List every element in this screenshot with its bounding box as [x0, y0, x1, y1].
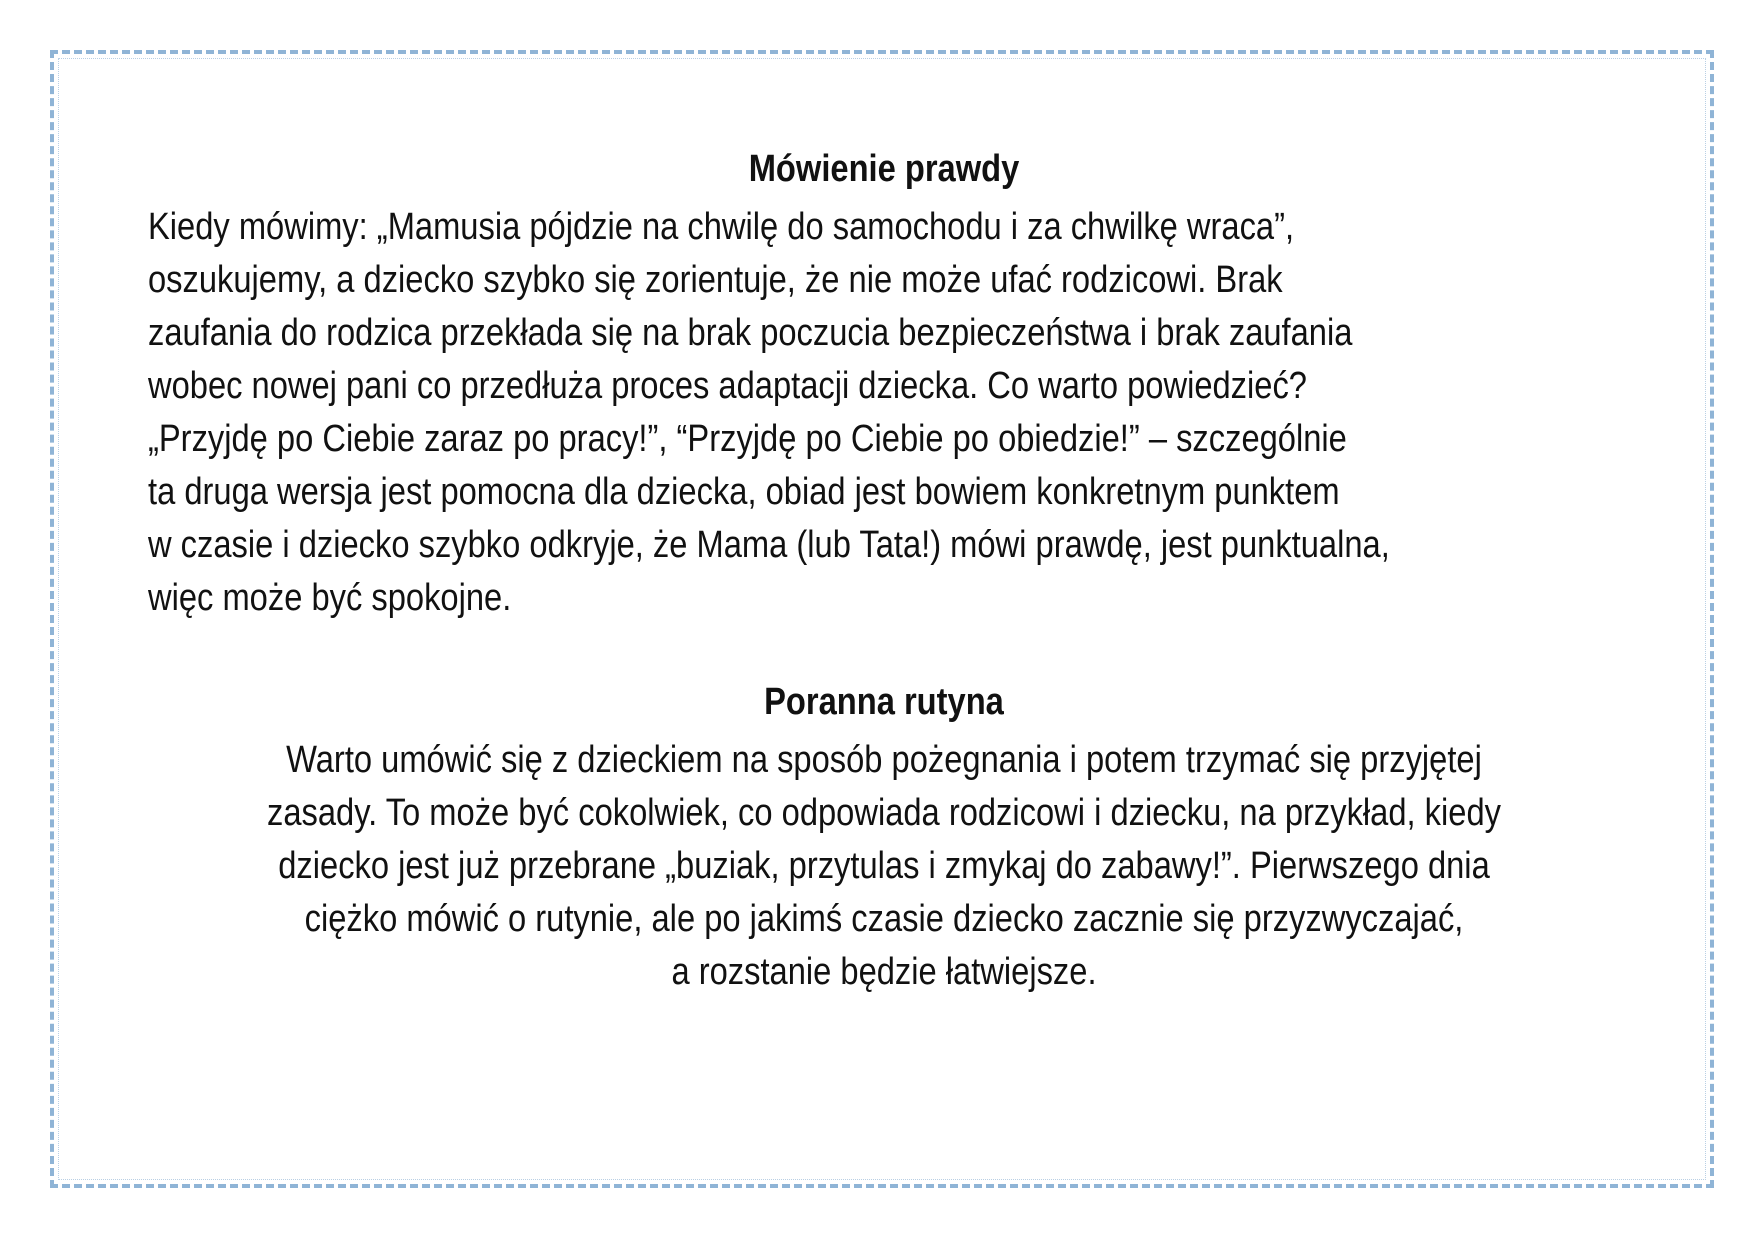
- section-mowienie-prawdy: [148, 148, 1620, 625]
- section-title: Poranna rutyna: [764, 681, 1004, 723]
- paragraph-line: Warto umówić się z dzieckiem na sposób pożegnania i potem trzymać się przyjętej: [286, 739, 1482, 781]
- paragraph-line: „Przyjdę po Ciebie zaraz po pracy!”, “Przyjdę po Ciebie po obiedzie!” – szczególnie: [148, 418, 1347, 460]
- section-paragraph: [148, 734, 1620, 999]
- paragraph-line: oszukujemy, a dziecko szybko się zorientuje, że nie może ufać rodzicowi. Brak: [148, 259, 1283, 301]
- paragraph-line: w czasie i dziecko szybko odkryje, że Mama (lub Tata!) mówi prawdę, jest punktualna,: [148, 524, 1390, 566]
- section-poranna-rutyna: [148, 681, 1620, 999]
- paragraph-line: ciężko mówić o rutynie, ale po jakimś czasie dziecko zacznie się przyzwyczajać,: [304, 898, 1464, 940]
- paragraph-line: więc może być spokojne.: [148, 577, 512, 619]
- document-content: [148, 148, 1620, 999]
- section-title: Mówienie prawdy: [748, 148, 1020, 190]
- paragraph-line: zaufania do rodzica przekłada się na brak poczucia bezpieczeństwa i brak zaufania: [148, 312, 1353, 354]
- paragraph-line: wobec nowej pani co przedłuża proces adaptacji dziecka. Co warto powiedzieć?: [148, 365, 1307, 407]
- paragraph-line: dziecko jest już przebrane „buziak, przytulas i zmykaj do zabawy!”. Pierwszego dnia: [278, 845, 1490, 887]
- section-paragraph: [148, 201, 1620, 625]
- paragraph-line: ta druga wersja jest pomocna dla dziecka, obiad jest bowiem konkretnym punktem: [148, 471, 1340, 513]
- paragraph-line: Kiedy mówimy: „Mamusia pójdzie na chwilę do samochodu i za chwilkę wraca”,: [148, 206, 1295, 248]
- paragraph-line: zasady. To może być cokolwiek, co odpowiada rodzicowi i dziecku, na przykład, kiedy: [267, 792, 1501, 834]
- paragraph-line: a rozstanie będzie łatwiejsze.: [671, 951, 1097, 993]
